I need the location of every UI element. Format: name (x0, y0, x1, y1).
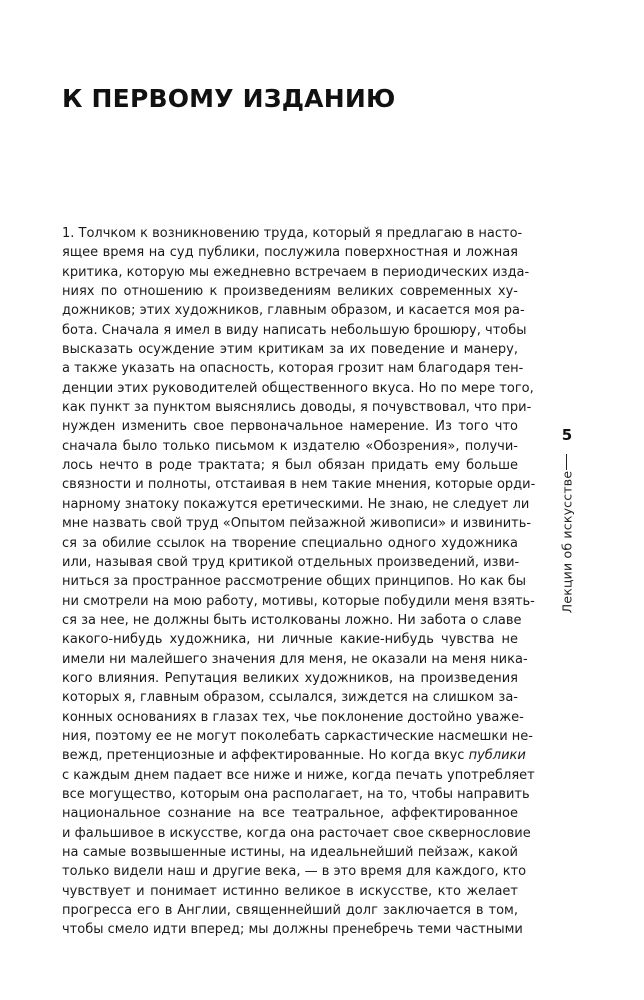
text-line: бота. Сначала я имел в виду написать небольшую брошюру, чтобы (62, 322, 527, 338)
text-line: ния, поэтому ее не могут поколебать саркастические насмешки не- (62, 728, 533, 744)
chapter-title: К ПЕРВОМУ ИЗДАНИЮ (62, 84, 396, 113)
text-line: или, называя свой труд критикой отдельных произведений, изви- (62, 554, 520, 570)
text-line: как пункт за пунктом выяснялись доводы, я почувствовал, что при- (62, 400, 532, 416)
text-line: конных основаниях в глазах тех, чье поклонение достойно уваже- (62, 709, 524, 725)
text-line: которых я, главным образом, ссылался, зиждется на слишком за- (62, 690, 518, 706)
text-line: национальное сознание на все театральное, аффектированное (62, 806, 518, 822)
text-line: нарному знатоку покажутся еретическими. Не знаю, не следует ли (62, 496, 530, 512)
side-divider (566, 454, 567, 470)
text-line: сначала было только письмом к издателю «Обозрения», получи- (62, 438, 518, 454)
text-line: 1. Толчком к возникновению труда, который я предлагаю в насто- (62, 226, 523, 241)
text-line: ни смотрели на мою работу, мотивы, которые побудили меня взять- (62, 593, 535, 609)
text-line-start: вежд, претенциозные и аффектированные. Но когда вкус (62, 748, 469, 764)
running-title: Лекции об искусстве (559, 470, 575, 614)
text-line: нужден изменить свое первоначальное намерение. Из того что (62, 419, 518, 435)
text-line: имели ни малейшего значения для меня, не оказали на меня ника- (62, 651, 528, 667)
text-line: высказать осуждение этим критикам за их поведение и манеру, (62, 342, 518, 358)
text-line: мне назвать свой труд «Опытом пейзажной живописи» и извинить- (62, 516, 532, 532)
text-line: связности и полноты, отстаивая в нем такие мнения, которые орди- (62, 477, 536, 493)
text-line: чтобы смело идти вперед; мы должны пренебречь теми частными (62, 922, 523, 938)
text-line: ся за нее, не должны быть истолкованы ложно. Ни забота о славе (62, 612, 522, 628)
text-line: ся за обилие ссылок на творение специально одного художника (62, 535, 518, 551)
text-line: ящее время на суд публики, послужила поверхностная и ложная (62, 245, 518, 261)
text-line: какого-нибудь художника, ни личные какие-нибудь чувства не (62, 632, 518, 648)
text-line: лось нечто в роде трактата; я был обязан придать ему больше (62, 458, 518, 474)
text-line: критика, которую мы ежедневно встречаем в периодических изда- (62, 264, 530, 280)
text-line: дожников; этих художников, главным образом, и касается моя ра- (62, 303, 525, 319)
text-line: денции этих руководителей общественного вкуса. Но по мере того, (62, 380, 534, 396)
text-line: а также указать на опасность, которая грозит нам благодаря тен- (62, 361, 524, 377)
text-line: чувствует и понимает истинно великое в искусстве, кто желает (62, 883, 518, 899)
text-line: и фальшивое в искусстве, когда она расточает свое сквернословие (62, 825, 531, 841)
body-text (62, 224, 536, 940)
text-line: ниться за пространное рассмотрение общих принципов. Но как бы (62, 574, 527, 590)
text-line: все могущество, которым она располагает, на то, чтобы направить (62, 786, 530, 802)
side-running-head (552, 426, 582, 646)
italic-word: публики (468, 748, 526, 764)
text-line: с каждым днем падает все ниже и ниже, когда печать употребляет (62, 767, 535, 783)
text-line: только видели наш и другие века, — в это время для каждого, кто (62, 864, 527, 880)
text-line: на самые возвышенные истины, на идеальнейший пейзаж, какой (62, 845, 518, 860)
text-line: прогресса его в Англии, священнейший долг заключается в том, (62, 903, 518, 919)
text-line: ниях по отношению к произведениям великих современных ху- (62, 284, 518, 300)
text-line (62, 746, 526, 765)
text-line: кого влияния. Репутация великих художников, на произведения (62, 670, 518, 686)
page-number: 5 (561, 426, 573, 444)
